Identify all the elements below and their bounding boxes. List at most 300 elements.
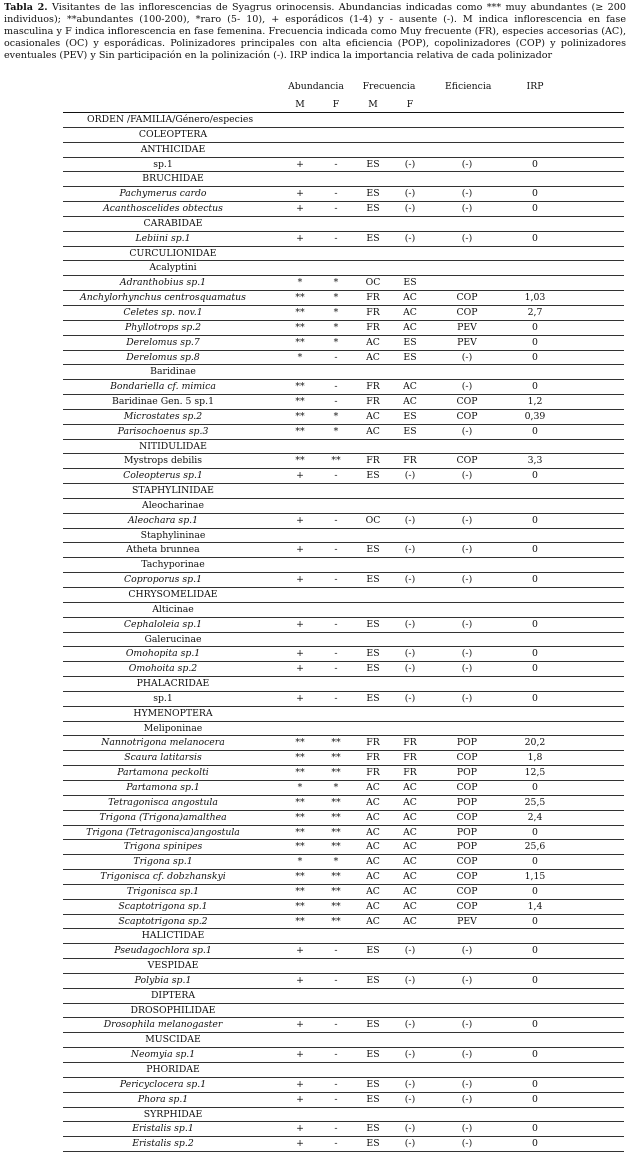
abundancia-m-cell: ** xyxy=(295,425,305,437)
frecuencia-f-cell: AC xyxy=(403,381,417,393)
frecuencia-m-cell: FR xyxy=(366,306,380,318)
taxon-name-cell: Derelomus sp.7 xyxy=(126,336,200,348)
irp-cell: 3,3 xyxy=(527,455,543,467)
taxon-name-cell: HYMENOPTERA xyxy=(133,707,213,719)
abundancia-f-cell: - xyxy=(334,574,338,586)
taxon-name-cell: CURCULIONIDAE xyxy=(129,247,217,259)
table-row xyxy=(63,425,624,440)
frecuencia-m-cell: ES xyxy=(366,1093,380,1105)
irp-cell: 25,5 xyxy=(524,796,546,808)
eficiencia-cell: PEV xyxy=(457,336,477,348)
abundancia-m-cell: ** xyxy=(295,396,305,408)
eficiencia-cell: COP xyxy=(456,900,478,912)
frecuencia-m-cell: AC xyxy=(366,871,380,883)
abundancia-m-cell: + xyxy=(296,1123,304,1135)
table-row xyxy=(63,1018,624,1033)
abundancia-m-cell: ** xyxy=(295,900,305,912)
frecuencia-f-cell: AC xyxy=(403,781,417,793)
table-row xyxy=(63,840,624,855)
eficiencia-cell: PEV xyxy=(457,915,477,927)
frecuencia-f-cell: (-) xyxy=(404,648,416,660)
irp-cell: 0 xyxy=(532,470,538,482)
eficiencia-cell: COP xyxy=(456,811,478,823)
header-abundancia: Abundancia xyxy=(288,81,344,92)
irp-cell: 0 xyxy=(532,188,538,200)
eficiencia-cell: (-) xyxy=(461,1123,473,1135)
abundancia-m-cell: ** xyxy=(295,841,305,853)
abundancia-f-cell: ** xyxy=(331,796,341,808)
abundancia-f-cell: - xyxy=(334,514,338,526)
frecuencia-m-cell: ES xyxy=(366,544,380,556)
abundancia-m-cell: ** xyxy=(295,796,305,808)
frecuencia-m-cell: FR xyxy=(366,321,380,333)
taxon-name-cell: Adranthobius sp.1 xyxy=(119,277,207,289)
irp-cell: 0 xyxy=(532,781,538,793)
table-row xyxy=(63,1078,624,1093)
frecuencia-f-cell: (-) xyxy=(404,974,416,986)
table-group-row xyxy=(63,722,624,737)
abundancia-f-cell: ** xyxy=(331,900,341,912)
taxon-name-cell: Meliponinae xyxy=(143,722,203,734)
frecuencia-m-cell: AC xyxy=(366,781,380,793)
header-frecuencia: Frecuencia xyxy=(362,81,416,92)
taxon-name-cell: Scaptotrigona sp.2 xyxy=(118,915,208,927)
frecuencia-m-cell: AC xyxy=(366,900,380,912)
frecuencia-f-cell: AC xyxy=(403,811,417,823)
abundancia-m-cell: + xyxy=(296,203,304,215)
abundancia-m-cell: * xyxy=(297,277,303,289)
abundancia-f-cell: - xyxy=(334,158,338,170)
eficiencia-cell: COP xyxy=(456,292,478,304)
table-row xyxy=(63,410,624,425)
taxon-name-cell: Eristalis sp.1 xyxy=(132,1123,194,1135)
frecuencia-f-cell: (-) xyxy=(404,1078,416,1090)
frecuencia-f-cell: (-) xyxy=(404,1019,416,1031)
irp-cell: 0 xyxy=(532,1138,538,1150)
irp-cell: 0 xyxy=(532,648,538,660)
frecuencia-m-cell: ES xyxy=(366,574,380,586)
taxon-name-cell: Nannotrigona melanocera xyxy=(101,737,225,749)
abundancia-m-cell: ** xyxy=(295,410,305,422)
abundancia-m-cell: ** xyxy=(295,915,305,927)
irp-cell: 0 xyxy=(532,1123,538,1135)
abundancia-f-cell: ** xyxy=(331,455,341,467)
table-row xyxy=(63,291,624,306)
table-row xyxy=(63,573,624,588)
abundancia-m-cell: + xyxy=(296,188,304,200)
abundancia-m-cell: ** xyxy=(295,381,305,393)
frecuencia-m-cell: AC xyxy=(366,841,380,853)
table-group-row xyxy=(63,143,624,158)
taxon-name-cell: Partamona sp.1 xyxy=(126,781,200,793)
frecuencia-m-cell: ES xyxy=(366,203,380,215)
irp-cell: 0 xyxy=(532,826,538,838)
table-group-row xyxy=(63,499,624,514)
table-group-row xyxy=(63,989,624,1004)
eficiencia-cell: (-) xyxy=(461,692,473,704)
abundancia-f-cell: - xyxy=(334,1138,338,1150)
frecuencia-m-cell: OC xyxy=(365,514,381,526)
table-group-row xyxy=(63,365,624,380)
abundancia-f-cell: * xyxy=(333,410,339,422)
frecuencia-f-cell: AC xyxy=(403,292,417,304)
frecuencia-f-cell: (-) xyxy=(404,158,416,170)
taxon-name-cell: Mystrops debilis xyxy=(123,455,203,467)
frecuencia-m-cell: AC xyxy=(366,336,380,348)
frecuencia-m-cell: ES xyxy=(366,618,380,630)
frecuencia-f-cell: AC xyxy=(403,796,417,808)
abundancia-f-cell: - xyxy=(334,1019,338,1031)
irp-cell: 1,03 xyxy=(524,292,546,304)
table-group-row xyxy=(63,603,624,618)
taxon-name-cell: Coleopterus sp.1 xyxy=(123,470,203,482)
table-group-row xyxy=(63,1063,624,1078)
table-group-row xyxy=(63,440,624,455)
eficiencia-cell: (-) xyxy=(461,381,473,393)
irp-cell: 0 xyxy=(532,856,538,868)
frecuencia-f-cell: (-) xyxy=(404,1123,416,1135)
abundancia-m-cell: + xyxy=(296,945,304,957)
taxon-name-cell: Acalyptini xyxy=(149,262,197,274)
taxon-name-cell: Tachyporinae xyxy=(141,559,205,571)
abundancia-m-cell: + xyxy=(296,574,304,586)
eficiencia-cell: (-) xyxy=(461,351,473,363)
frecuencia-m-cell: ES xyxy=(366,232,380,244)
taxon-name-cell: Trigona sp.1 xyxy=(133,856,193,868)
frecuencia-m-cell: AC xyxy=(366,410,380,422)
irp-cell: 0 xyxy=(532,915,538,927)
irp-cell: 0 xyxy=(532,203,538,215)
abundancia-m-cell: + xyxy=(296,974,304,986)
abundancia-m-cell: ** xyxy=(295,737,305,749)
frecuencia-m-cell: FR xyxy=(366,455,380,467)
irp-cell: 2,7 xyxy=(527,306,543,318)
taxon-name-cell: Phora sp.1 xyxy=(137,1093,189,1105)
table-row xyxy=(63,276,624,291)
irp-cell: 1,15 xyxy=(524,871,546,883)
table-caption xyxy=(4,2,626,62)
table-group-row xyxy=(63,217,624,232)
taxon-name-cell: Staphylininae xyxy=(140,529,206,541)
abundancia-m-cell: ** xyxy=(295,885,305,897)
abundancia-m-cell: ** xyxy=(295,321,305,333)
abundancia-f-cell: - xyxy=(334,618,338,630)
abundancia-m-cell: + xyxy=(296,1078,304,1090)
eficiencia-cell: (-) xyxy=(461,574,473,586)
irp-cell: 0 xyxy=(532,321,538,333)
taxon-name-cell: Celetes sp. nov.1 xyxy=(123,306,203,318)
eficiencia-cell: (-) xyxy=(461,203,473,215)
abundancia-m-cell: + xyxy=(296,158,304,170)
abundancia-m-cell: + xyxy=(296,1138,304,1150)
abundancia-m-cell: ** xyxy=(295,767,305,779)
table-row xyxy=(63,662,624,677)
eficiencia-cell: (-) xyxy=(461,470,473,482)
taxon-name-cell: MUSCIDAE xyxy=(145,1034,201,1046)
table-group-row xyxy=(63,959,624,974)
irp-cell: 0 xyxy=(532,1049,538,1061)
taxon-name-cell: Trigona (Trigona)amalthea xyxy=(99,811,227,823)
irp-cell: 0 xyxy=(532,381,538,393)
frecuencia-f-cell: AC xyxy=(403,871,417,883)
table-row xyxy=(63,736,624,751)
frecuencia-m-cell: ES xyxy=(366,1138,380,1150)
frecuencia-f-cell: AC xyxy=(403,900,417,912)
taxon-name-cell: Trigona spinipes xyxy=(123,841,203,853)
table-row xyxy=(63,158,624,173)
frecuencia-m-cell: AC xyxy=(366,811,380,823)
frecuencia-f-cell: (-) xyxy=(404,618,416,630)
taxon-name-cell: Omohopita sp.1 xyxy=(125,648,201,660)
irp-cell: 0 xyxy=(532,158,538,170)
abundancia-f-cell: ** xyxy=(331,885,341,897)
frecuencia-m-cell: ES xyxy=(366,1019,380,1031)
taxon-name-cell: Microstates sp.2 xyxy=(123,410,203,422)
frecuencia-f-cell: AC xyxy=(403,321,417,333)
irp-cell: 0 xyxy=(532,692,538,704)
taxon-name-cell: Parisochoenus sp.3 xyxy=(117,425,209,437)
eficiencia-cell: (-) xyxy=(461,232,473,244)
frecuencia-f-cell: (-) xyxy=(404,232,416,244)
eficiencia-cell: (-) xyxy=(461,945,473,957)
taxon-name-cell: Neomyia sp.1 xyxy=(130,1049,196,1061)
frecuencia-m-cell: ES xyxy=(366,470,380,482)
frecuencia-f-cell: AC xyxy=(403,306,417,318)
abundancia-f-cell: ** xyxy=(331,841,341,853)
abundancia-m-cell: + xyxy=(296,232,304,244)
frecuencia-f-cell: (-) xyxy=(404,188,416,200)
frecuencia-f-cell: (-) xyxy=(404,692,416,704)
table-row xyxy=(63,543,624,558)
abundancia-f-cell: - xyxy=(334,351,338,363)
abundancia-m-cell: + xyxy=(296,1019,304,1031)
irp-cell: 1,2 xyxy=(527,396,543,408)
table-row xyxy=(63,1122,624,1137)
frecuencia-f-cell: FR xyxy=(403,737,417,749)
abundancia-f-cell: - xyxy=(334,945,338,957)
table-row xyxy=(63,766,624,781)
eficiencia-cell: (-) xyxy=(461,544,473,556)
eficiencia-cell: (-) xyxy=(461,974,473,986)
frecuencia-m-cell: ES xyxy=(366,648,380,660)
abundancia-f-cell: - xyxy=(334,648,338,660)
table-row xyxy=(63,232,624,247)
eficiencia-cell: COP xyxy=(456,752,478,764)
header-frecuencia-f: F xyxy=(406,99,414,110)
taxon-name-cell: Trigona (Tetragonisca)angostula xyxy=(86,826,240,838)
table-group-row xyxy=(63,707,624,722)
taxon-name-cell: CARABIDAE xyxy=(143,217,203,229)
irp-cell: 1,4 xyxy=(527,900,543,912)
table-group-row xyxy=(63,172,624,187)
taxon-name-cell: Eristalis sp.2 xyxy=(132,1138,194,1150)
table-row xyxy=(63,1137,624,1152)
abundancia-m-cell: ** xyxy=(295,871,305,883)
taxon-name-cell: Phyllotrops sp.2 xyxy=(124,321,202,333)
abundancia-m-cell: + xyxy=(296,1093,304,1105)
frecuencia-f-cell: (-) xyxy=(404,514,416,526)
abundancia-f-cell: * xyxy=(333,425,339,437)
taxon-name-cell: Scaptotrigona sp.1 xyxy=(118,900,208,912)
irp-cell: 0 xyxy=(532,1019,538,1031)
table-row xyxy=(63,870,624,885)
eficiencia-cell: (-) xyxy=(461,1138,473,1150)
eficiencia-cell: (-) xyxy=(461,514,473,526)
eficiencia-cell: (-) xyxy=(461,158,473,170)
abundancia-m-cell: * xyxy=(297,856,303,868)
table-row xyxy=(63,321,624,336)
frecuencia-m-cell: ES xyxy=(366,692,380,704)
taxon-name-cell: VESPIDAE xyxy=(147,960,199,972)
irp-cell: 0 xyxy=(532,1078,538,1090)
table-subheader-row xyxy=(63,113,624,128)
frecuencia-f-cell: FR xyxy=(403,752,417,764)
eficiencia-cell: PEV xyxy=(457,321,477,333)
caption-text: Visitantes de las inflorescencias de Syagrus orinocensis. Abundancias indicadas como *** muy abundantes (≥ 200 individuos); **abundantes (100-200), *raro (5- 10), + esporádicos (1-4) y - ausente (-). M indica inflorescencia en fase masculina y F indica inflorescencia en fase femenina. Frecuencia indicada como Muy frecuente (FR), especies accesorias (AC), ocasionales (OC) y esporádicas. Polinizadores principales con alta eficiencia (POP), copolinizadores (COP) y polinizadores eventuales (PEV) y Sin participación en la polinización (-). IRP indica la importancia relativa de cada polinizador xyxy=(4,2,626,61)
frecuencia-f-cell: ES xyxy=(403,277,417,289)
eficiencia-cell: (-) xyxy=(461,188,473,200)
frecuencia-f-cell: (-) xyxy=(404,1138,416,1150)
abundancia-f-cell: * xyxy=(333,336,339,348)
header-frecuencia-m: M xyxy=(368,99,378,110)
frecuencia-f-cell: AC xyxy=(403,826,417,838)
table-group-row xyxy=(63,633,624,648)
abundancia-f-cell: - xyxy=(334,203,338,215)
data-table xyxy=(63,78,624,1152)
irp-cell: 0 xyxy=(532,618,538,630)
irp-cell: 0 xyxy=(532,425,538,437)
frecuencia-f-cell: (-) xyxy=(404,945,416,957)
table-row xyxy=(63,751,624,766)
table-group-row xyxy=(63,929,624,944)
taxon-name-cell: BRUCHIDAE xyxy=(142,173,204,185)
abundancia-f-cell: - xyxy=(334,663,338,675)
taxon-name-cell: DROSOPHILIDAE xyxy=(130,1004,216,1016)
frecuencia-m-cell: AC xyxy=(366,915,380,927)
eficiencia-cell: COP xyxy=(456,410,478,422)
taxon-name-cell: Lebiini sp.1 xyxy=(135,232,191,244)
taxon-name-cell: Galerucinae xyxy=(144,633,202,645)
frecuencia-m-cell: AC xyxy=(366,351,380,363)
eficiencia-cell: POP xyxy=(456,767,478,779)
frecuencia-f-cell: ES xyxy=(403,351,417,363)
header-abundancia-m: M xyxy=(295,99,305,110)
taxon-name-cell: Pachymerus cardo xyxy=(119,188,207,200)
table-row xyxy=(63,647,624,662)
abundancia-m-cell: + xyxy=(296,470,304,482)
taxon-name-cell: Bondariella cf. mimica xyxy=(110,381,216,393)
frecuencia-f-cell: (-) xyxy=(404,203,416,215)
abundancia-f-cell: * xyxy=(333,321,339,333)
table-group-row xyxy=(63,558,624,573)
abundancia-f-cell: * xyxy=(333,856,339,868)
taxon-name-cell: Drosophila melanogaster xyxy=(103,1019,223,1031)
abundancia-f-cell: - xyxy=(334,692,338,704)
taxon-name-cell: Trigonisca cf. dobzhanskyi xyxy=(100,871,226,883)
abundancia-m-cell: * xyxy=(297,351,303,363)
taxon-name-cell: sp.1 xyxy=(153,692,173,704)
table-row xyxy=(63,187,624,202)
table-group-row xyxy=(63,261,624,276)
taxon-name-cell: Omohoita sp.2 xyxy=(128,663,198,675)
taxon-name-cell: Partamona peckolti xyxy=(117,767,209,779)
abundancia-m-cell: + xyxy=(296,648,304,660)
eficiencia-cell: (-) xyxy=(461,1078,473,1090)
eficiencia-cell: (-) xyxy=(461,1049,473,1061)
caption-label: Tabla 2. xyxy=(4,2,48,13)
taxon-name-cell: Alticinae xyxy=(152,603,194,615)
taxon-name-cell: CHRYSOMELIDAE xyxy=(128,589,218,600)
frecuencia-m-cell: ES xyxy=(366,1123,380,1135)
irp-cell: 0 xyxy=(532,974,538,986)
taxon-name-cell: DIPTERA xyxy=(150,989,196,1001)
frecuencia-m-cell: FR xyxy=(366,292,380,304)
frecuencia-f-cell: FR xyxy=(403,455,417,467)
taxon-name-cell: Cephaloleia sp.1 xyxy=(123,618,203,630)
taxon-name-cell: ORDEN /FAMILIA/Género/especies xyxy=(87,114,254,125)
irp-cell: 0,39 xyxy=(524,410,546,422)
frecuencia-m-cell: ES xyxy=(366,188,380,200)
abundancia-f-cell: - xyxy=(334,381,338,393)
eficiencia-cell: POP xyxy=(456,796,478,808)
frecuencia-m-cell: AC xyxy=(366,856,380,868)
taxon-name-cell: Polybia sp.1 xyxy=(134,974,192,986)
frecuencia-m-cell: FR xyxy=(366,381,380,393)
frecuencia-f-cell: (-) xyxy=(404,574,416,586)
taxon-name-cell: Derelomus sp.8 xyxy=(126,351,200,363)
eficiencia-cell: POP xyxy=(456,826,478,838)
taxon-name-cell: PHORIDAE xyxy=(146,1064,200,1075)
frecuencia-f-cell: AC xyxy=(403,396,417,408)
abundancia-m-cell: + xyxy=(296,663,304,675)
irp-cell: 0 xyxy=(532,232,538,244)
abundancia-f-cell: - xyxy=(334,470,338,482)
table-group-row xyxy=(63,1033,624,1048)
irp-cell: 2,4 xyxy=(527,811,543,823)
frecuencia-f-cell: (-) xyxy=(404,663,416,675)
eficiencia-cell: POP xyxy=(456,737,478,749)
irp-cell: 25,6 xyxy=(524,841,546,853)
table-row xyxy=(63,1093,624,1108)
taxon-name-cell: Atheta brunnea xyxy=(126,544,200,556)
irp-cell: 0 xyxy=(532,514,538,526)
irp-cell: 12,5 xyxy=(524,767,546,779)
abundancia-f-cell: - xyxy=(334,1078,338,1090)
frecuencia-f-cell: (-) xyxy=(404,544,416,556)
frecuencia-f-cell: ES xyxy=(403,425,417,437)
eficiencia-cell: COP xyxy=(456,306,478,318)
abundancia-m-cell: ** xyxy=(295,336,305,348)
taxon-name-cell: ANTHICIDAE xyxy=(140,143,206,155)
frecuencia-m-cell: FR xyxy=(366,737,380,749)
table-row xyxy=(63,1048,624,1063)
taxon-name-cell: Scaura latitarsis xyxy=(124,752,202,764)
eficiencia-cell: (-) xyxy=(461,1019,473,1031)
frecuencia-m-cell: AC xyxy=(366,425,380,437)
table-header-groups xyxy=(63,78,624,96)
irp-cell: 20,2 xyxy=(524,737,546,749)
abundancia-f-cell: ** xyxy=(331,915,341,927)
frecuencia-f-cell: ES xyxy=(403,336,417,348)
header-abundancia-f: F xyxy=(332,99,340,110)
taxon-name-cell: STAPHYLINIDAE xyxy=(132,485,214,497)
frecuencia-m-cell: FR xyxy=(366,396,380,408)
table-body xyxy=(63,113,624,1152)
table-row xyxy=(63,351,624,366)
taxon-name-cell: Baridinae xyxy=(150,366,196,378)
abundancia-m-cell: ** xyxy=(295,811,305,823)
irp-cell: 0 xyxy=(532,574,538,586)
